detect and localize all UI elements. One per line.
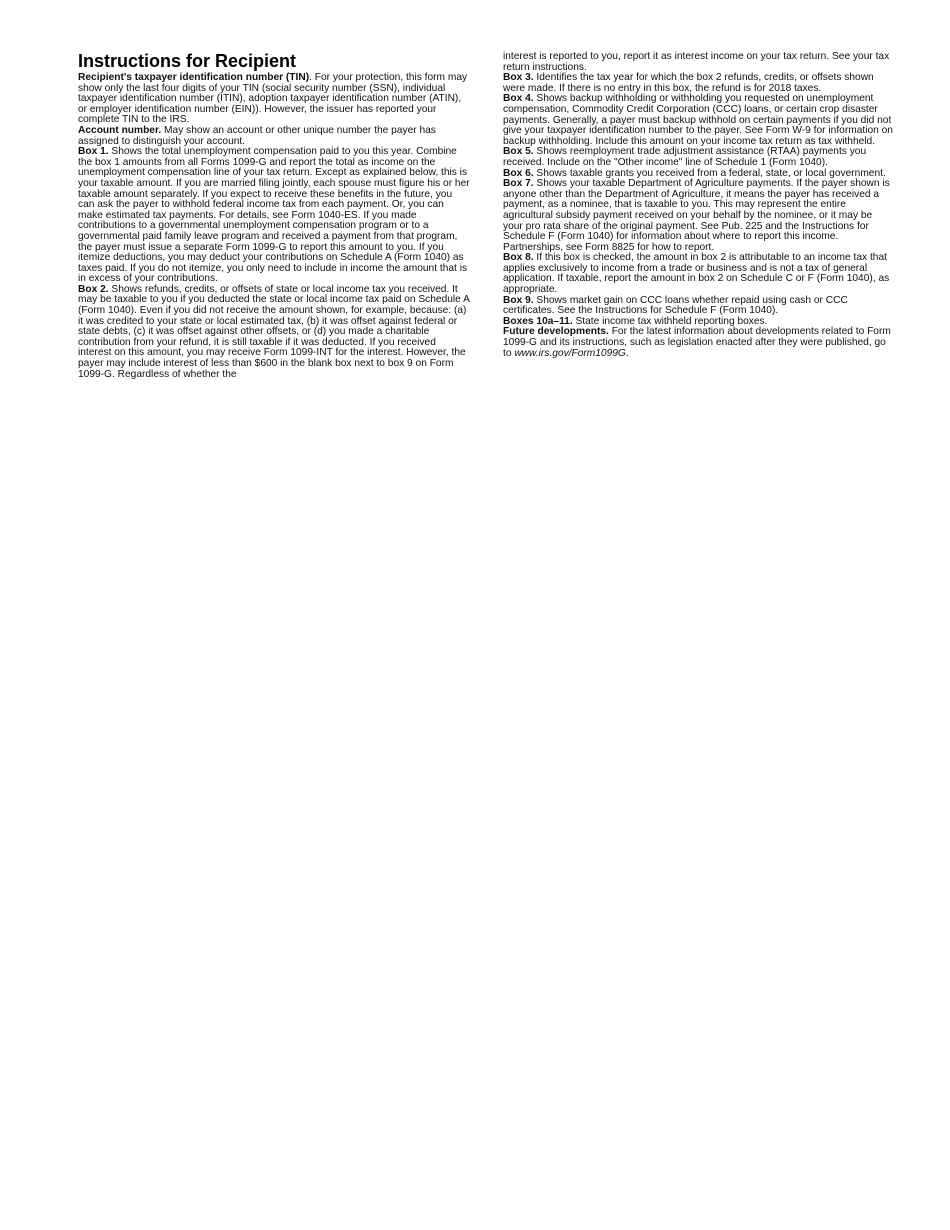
irs-form-1099g-link[interactable]: www.irs.gov/Form1099G — [514, 347, 626, 359]
box-9-label: Box 9. — [503, 294, 534, 306]
tin-label: Recipient's taxpayer identification number (TIN) — [78, 72, 310, 83]
box-9-paragraph — [503, 296, 893, 317]
box-4-text: Shows backup withholding or withholding you requested on unemployment compensation, Commodity Credit Corporation (CCC) loans, or certain crop disaster payments. Generally, a payer must backup withhold on certain payments if you did not give your taxpayer identification number to the payer. See Form W-9 for information on backup withholding. Include this amount on your income tax return as tax withheld. — [503, 93, 893, 147]
box-1-text: Shows the total unemployment compensation paid to you this year. Combine the box 1 amounts from all Forms 1099-G and report the total as income on the unemployment compensation line of your tax return. Except as explained below, this is your taxable amount. If you are married filing jointly, each spouse must figure his or her taxable amount separately. If you expect to receive these benefits in the future, you can ask the payer to withhold federal income tax from each payment. Or, you can make estimated tax payments. For details, see Form 1040-ES. If you made contributions to a governmental unemployment compensation program or to a governmental paid family leave program and received a payment from that program, the payer must issue a separate Form 1099-G to report this amount to you. If you itemize deductions, you may deduct your contributions on Schedule A (Form 1040) as taxes paid. If you do not itemize, you only need to include in income the amount that is in excess of your contributions. — [78, 146, 470, 285]
box-7-paragraph — [503, 179, 893, 253]
box-8-label: Box 8. — [503, 252, 534, 264]
future-developments-tail: . — [625, 347, 629, 359]
account-number-text: May show an account or other unique number the payer has assigned to distinguish your account. — [78, 124, 436, 147]
box-7-text: Shows your taxable Department of Agriculture payments. If the payer shown is anyone other than the Department of Agriculture, it means the payer has received a payment, as a nominee, that is taxable to you. This may represent the entire agricultural subsidy payment received on your behalf by the nominee, or it may be your pro rata share of the original payment. See Pub. 225 and the Instructions for Schedule F (Form 1040) for information about where to report this income. Partnerships, see Form 8825 for how to report. — [503, 178, 890, 253]
future-developments-label: Future developments. — [503, 326, 609, 338]
box-5-text: Shows reemployment trade adjustment assistance (RTAA) payments you received. Include on the "Other income" line of Schedule 1 (Form 1040). — [503, 146, 867, 168]
box-2-continuation-paragraph — [503, 52, 893, 73]
box-2-continuation-text: interest is reported to you, report it as interest income on your tax return. See your tax return instructions. — [503, 51, 890, 73]
box-8-paragraph — [503, 253, 893, 295]
box-9-text: Shows market gain on CCC loans whether repaid using cash or CCC certificates. See the Instructions for Schedule F (Form 1040). — [503, 294, 848, 317]
tin-paragraph — [78, 73, 470, 126]
box-2-text: Shows refunds, credits, or offsets of state or local income tax you received. It may be taxable to you if you deducted the state or local income tax paid on Schedule A (Form 1040). Even if you did not receive the amount shown, for example, because: (a) it was credited to your state or local estimated tax, (b) it was offset against federal or state debts, (c) it was offset against other offsets, or (d) you made a charitable contribution from your refund, it is still taxable if it was deducted. If you received interest on this amount, you may receive Form 1099-INT for the interest. However, the payer may include interest of less than $600 in the blank box next to box 9 on Form 1099-G. Regardless of whether the — [78, 283, 470, 380]
tin-text: . For your protection, this form may show only the last four digits of your TIN (social security number (SSN), individual taxpayer identification number (ITIN), adoption taxpayer identification number (ATIN), or employer identification number (EIN)). However, the issuer has reported your complete TIN to the IRS. — [78, 72, 468, 126]
box-7-label: Box 7. — [503, 178, 534, 190]
box-4-paragraph — [503, 94, 893, 147]
boxes-10a-11-text: State income tax withheld reporting boxes. — [572, 315, 768, 327]
boxes-10a-11-label: Boxes 10a–11. — [503, 315, 573, 327]
box-6-text: Shows taxable grants you received from a federal, state, or local government. — [533, 167, 886, 179]
box-2-label: Box 2. — [78, 283, 109, 295]
left-column — [78, 52, 470, 380]
right-column — [503, 52, 893, 359]
box-6-label: Box 6. — [503, 167, 534, 179]
box-1-paragraph — [78, 147, 470, 285]
box-5-paragraph — [503, 147, 893, 168]
account-number-paragraph — [78, 126, 470, 147]
box-8-text: If this box is checked, the amount in box 2 is attributable to an income tax that applies exclusively to income from a trade or business and is not a tax of general application. If taxable, report the amount in box 2 on Schedule C or F (Form 1040), as appropriate. — [503, 252, 890, 296]
box-3-paragraph — [503, 73, 893, 94]
box-2-paragraph — [78, 285, 470, 380]
future-developments-text: For the latest information about developments related to Form 1099-G and its instructions, such as legislation enacted after they were published, go to — [503, 326, 891, 359]
account-number-label: Account number. — [78, 124, 162, 136]
box-4-label: Box 4. — [503, 93, 534, 105]
box-3-label: Box 3. — [503, 72, 534, 84]
box-1-label: Box 1. — [78, 146, 109, 158]
box-5-label: Box 5. — [503, 146, 534, 158]
future-developments-paragraph — [503, 327, 893, 359]
page-title: Instructions for Recipient — [78, 51, 297, 71]
box-3-text: Identifies the tax year for which the box 2 refunds, credits, or offsets shown were made. If there is no entry in this box, the refund is for 2018 taxes. — [503, 72, 874, 94]
